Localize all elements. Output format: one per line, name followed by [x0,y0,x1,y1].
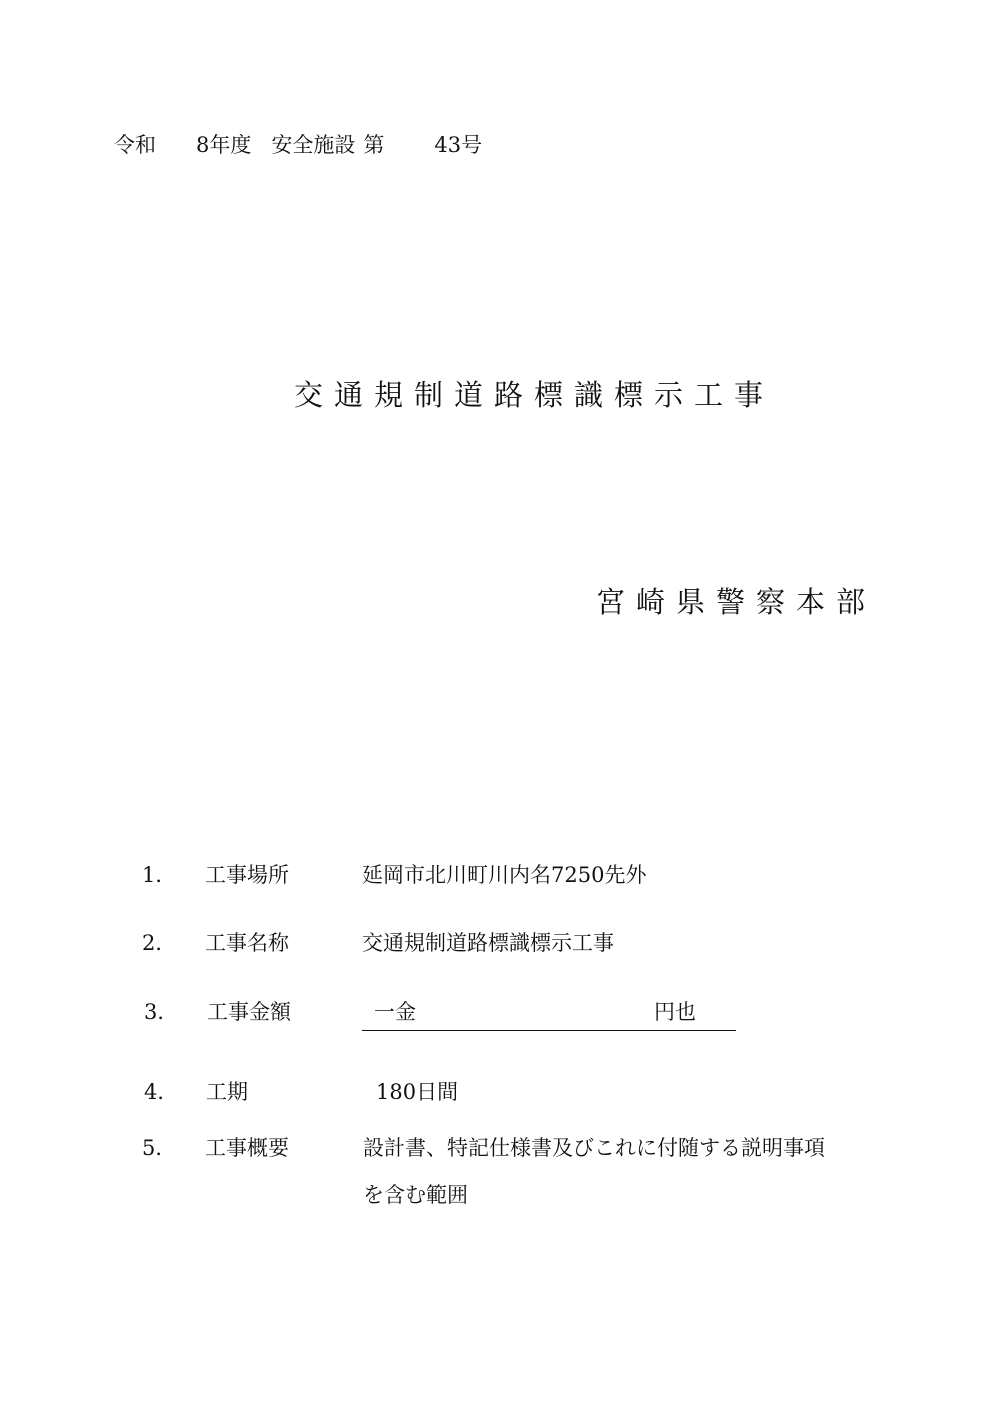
item-5-value: 設計書、特記仕様書及びこれに付随する説明事項 [363,1136,825,1160]
item-3-label: 工事金額 [207,1000,291,1024]
amount-prefix: 一金 [374,1000,416,1024]
document-title: 交通規制道路標識標示工事 [294,378,775,412]
item-1-value: 延岡市北川町川内名7250先外 [362,863,647,887]
amount-underline [362,1030,736,1031]
item-1-label: 工事場所 [205,863,289,887]
item-2-number: 2． [142,931,177,955]
item-4-label: 工期 [206,1080,248,1104]
item-1-number: 1． [142,863,177,887]
item-4-value: 180日間 [376,1080,459,1104]
amount-suffix: 円也 [654,1000,696,1024]
fiscal-year-suffix: 年度 [209,133,252,157]
document-serial: 43 [434,133,462,157]
category-label: 安全施設 [271,133,356,157]
item-4-number: 4． [144,1080,179,1104]
dai-label: 第 [363,133,385,157]
item-5-label: 工事概要 [205,1136,289,1160]
item-5-value-line2: を含む範囲 [363,1183,468,1207]
era-label: 令和 [114,133,156,157]
item-3-number: 3． [144,1000,179,1024]
fiscal-year: 8 [196,133,210,157]
item-5-number: 5． [142,1136,177,1160]
document-serial-suffix: 号 [461,133,483,157]
issuing-organization: 宮崎県警察本部 [596,585,877,619]
item-2-label: 工事名称 [205,931,289,955]
document-number [114,131,482,159]
item-2-value: 交通規制道路標識標示工事 [362,931,614,955]
